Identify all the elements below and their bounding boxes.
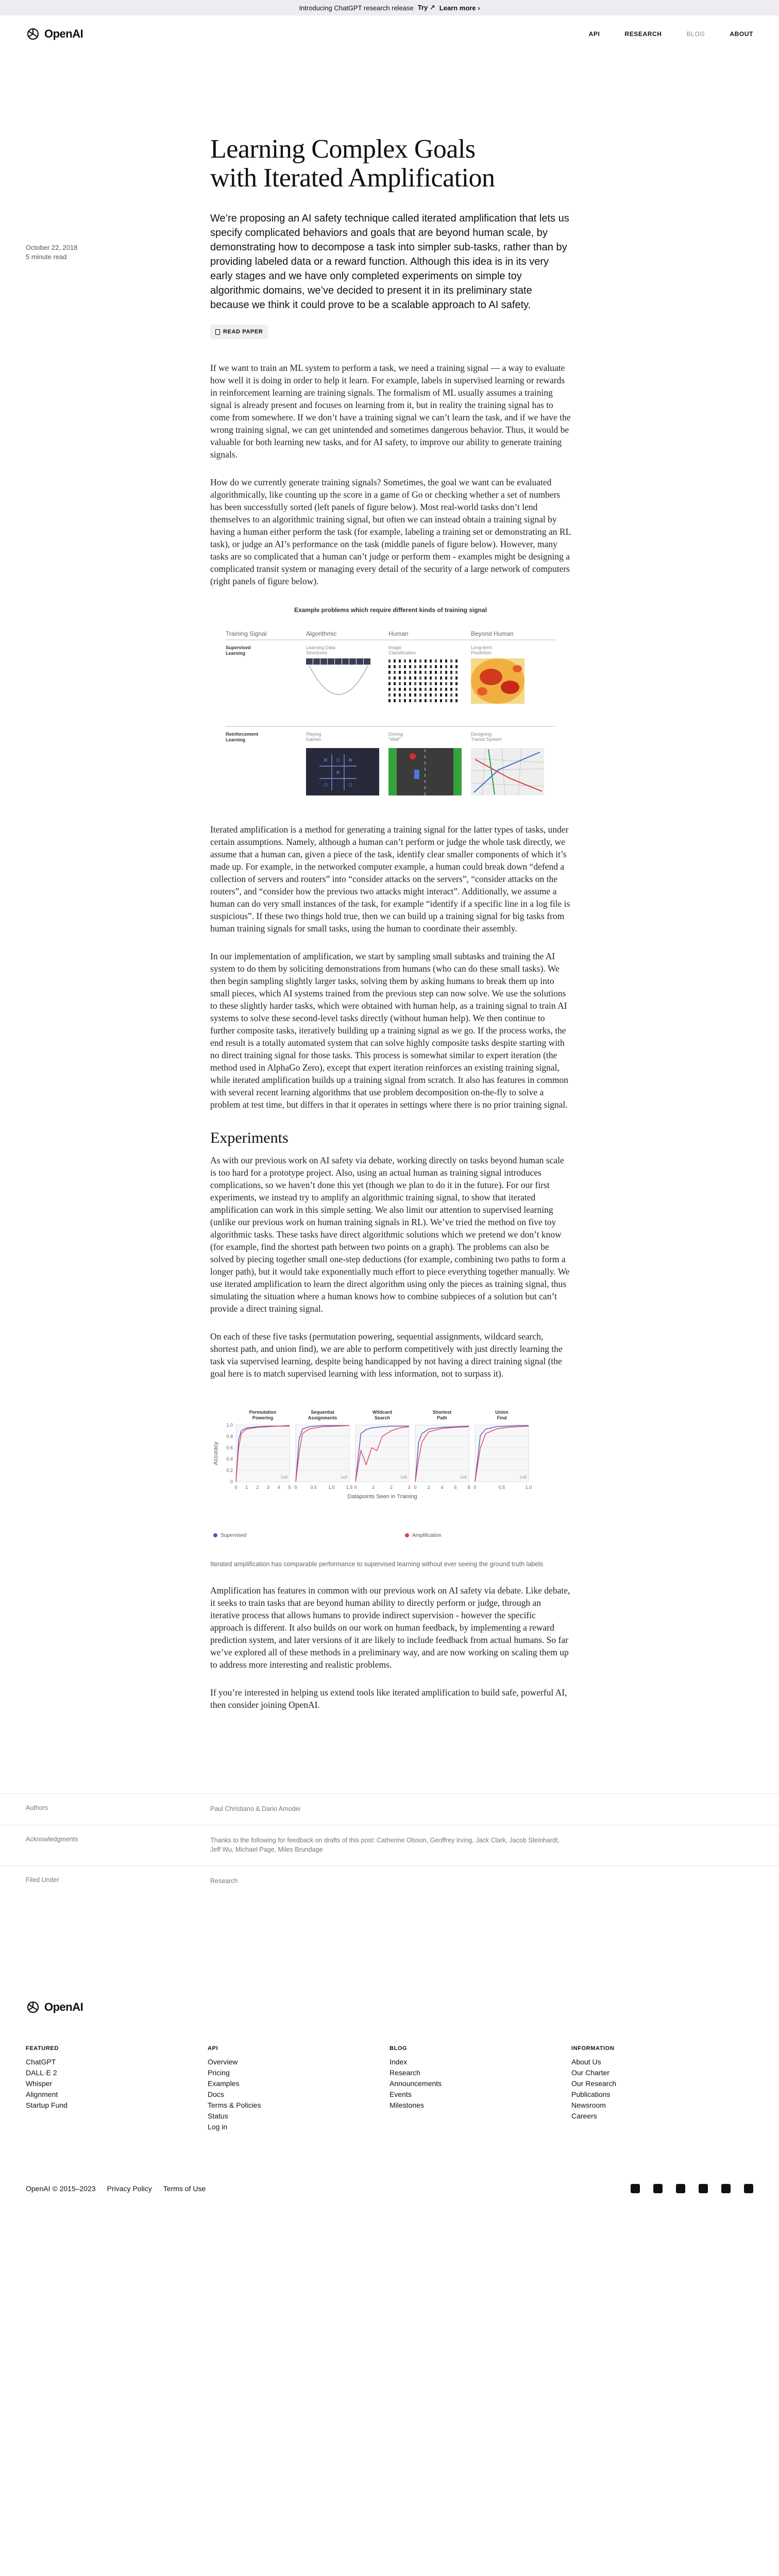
- svg-text:○: ○: [335, 756, 341, 765]
- col-header-algorithmic: Algorithmic: [306, 630, 337, 637]
- panel-title: Find: [497, 1415, 507, 1420]
- authors-label: Authors: [26, 1804, 48, 1811]
- footer-link[interactable]: Docs: [208, 2090, 224, 2098]
- authors-value[interactable]: Paul Christiano & Dario Amodei: [210, 1805, 301, 1812]
- long-term-prediction-thumbnail: [471, 658, 524, 704]
- read-paper-label: READ PAPER: [223, 329, 263, 335]
- x-tick-label: 0: [414, 1485, 417, 1490]
- x-tick-label: 5: [288, 1485, 291, 1490]
- footer-link[interactable]: Milestones: [390, 2101, 424, 2109]
- nav-link-research[interactable]: RESEARCH: [624, 30, 662, 38]
- footer-col-information: [571, 2045, 753, 2132]
- row-supervised-label-1: Supervised: [226, 645, 251, 650]
- footer-col-blog: [390, 2045, 571, 2132]
- figure-title: Example problems which require different kinds of training signal: [294, 606, 487, 614]
- x-tick-label: 2: [427, 1485, 430, 1490]
- paragraph-4: In our implementation of amplification, we start by sampling small subtasks and training the AI system to do them by soliciting demonstrations from humans (who can do these small tasks). We then begin sampling slightly larger tasks, solving them by asking humans to break them up into small pieces, which AI systems trained from the previous step can now solve. We use the solutions to these slightly harder tasks, which were obtained with human help, as a training signal to train AI systems to solve these second-level tasks directly (without human help). We then continue to further composite tasks, iteratively building up a training signal as we go. If the process works, the end result is a totally automated system that can solve highly composite tasks despite starting with no direct training signal for those tasks. This process is somewhat similar to expert iteration (the method used in AlphaGo Zero), except that expert iteration reinforces an existing training signal, while iterated amplification builds up a training signal from scratch. It also has features in common with several recent learning algorithms that use problem decomposition on-the-fly to solve a problem at test time, but differs in that it operates in settings where there is no prior training signal.: [210, 951, 568, 1110]
- x-axis-label: Datapoints Seen in Training: [347, 1494, 417, 1500]
- site-footer: [0, 2000, 779, 2209]
- footer-logo-text: OpenAI: [44, 2001, 83, 2013]
- filed-under-value[interactable]: Research: [210, 1877, 238, 1885]
- github-icon[interactable]: [676, 2184, 685, 2193]
- x-tick-label: 0: [354, 1485, 357, 1490]
- x-tick-label: 0: [294, 1485, 297, 1490]
- panel-title: Search: [374, 1415, 391, 1420]
- x-tick-label: 1.0: [525, 1485, 532, 1490]
- banner-learn-more-link[interactable]: Learn more ›: [439, 4, 480, 12]
- footer-link[interactable]: Whisper: [26, 2079, 53, 2088]
- footer-col-title: BLOG: [390, 2045, 408, 2052]
- terms-of-use-link[interactable]: Terms of Use: [163, 2184, 206, 2193]
- top-navigation: [0, 15, 779, 53]
- filed-under-label: Filed Under: [26, 1876, 59, 1884]
- panel-title: Union: [495, 1410, 509, 1415]
- article-title-line-2: with Iterated Amplification: [210, 163, 495, 193]
- cell-playing-1: Playing: [306, 732, 321, 737]
- copyright: OpenAI © 2015–2023: [26, 2184, 96, 2193]
- panel-title: Assignments: [308, 1415, 337, 1420]
- paragraph-1: If we want to train an ML system to perform a task, we need a training signal — a way to evaluate how well it is doing in order to help it learn. For example, labels in supervised learning or rewards in reinforcement learning are training signals. The formalism of ML usually assumes a training signal is already present and focuses on learning from it, but in reality the training signal has to come from somewhere. If we don’t have a training signal we can’t learn the task, and if we have the wrong training signal, we can get unintended and sometimes dangerous behavior. Thus, it would be valuable for both learning new tasks, and for AI safety, to improve our ability to generate training signals.: [210, 363, 571, 460]
- logo-text: OpenAI: [44, 27, 83, 40]
- footer-bottom: [26, 2184, 753, 2193]
- footer-link[interactable]: Events: [390, 2090, 412, 2098]
- chart-svg: [210, 1395, 571, 1550]
- article-title: [210, 135, 571, 193]
- post-date: October 22, 2018: [26, 244, 78, 251]
- legend-label-supervised: Supervised: [221, 1533, 247, 1538]
- authors-row: [0, 1794, 779, 1825]
- footer-link[interactable]: Overview: [208, 2058, 238, 2066]
- experiments-heading: Experiments: [210, 1129, 289, 1146]
- x-tick-label: 0.5: [310, 1485, 317, 1490]
- nav-link-api[interactable]: API: [588, 30, 600, 38]
- panel-title: Sequential: [311, 1410, 334, 1415]
- y-tick-label: 0.4: [226, 1456, 233, 1462]
- training-signal-figure: [210, 605, 571, 806]
- x-unit-label: 1e8: [519, 1475, 527, 1480]
- cell-learning-data-2: Structures: [306, 650, 328, 655]
- transit-map-thumbnail: [471, 748, 544, 795]
- x-tick-label: 0: [473, 1485, 477, 1490]
- x-unit-label: 1e8: [460, 1475, 467, 1480]
- image-classification-thumbnail: [388, 659, 458, 702]
- footer-link[interactable]: Our Research: [571, 2079, 617, 2088]
- col-header-beyond-human: Beyond Human: [471, 630, 514, 637]
- svg-text:○: ○: [348, 781, 353, 789]
- svg-text:×: ×: [323, 756, 328, 765]
- post-meta: [26, 243, 77, 262]
- cell-long-term-1: Long-term: [471, 645, 493, 650]
- footer-link[interactable]: Newsroom: [571, 2101, 606, 2109]
- x-tick-label: 1: [372, 1485, 375, 1490]
- footer-link[interactable]: About Us: [571, 2058, 601, 2066]
- paragraph-7: Amplification has features in common with our previous work on AI safety via debate. Like debate, it seeks to train tasks that are beyond human ability to directly perform or judge, through an iterative process that allows humans to provide indirect supervision - however the specific approach is different. It also builds on our work on human feedback, by implementing a reward prediction system, and later versions of it are likely to include feedback from actual humans. So far we’ve explored all of these methods in a preliminary way, and are now working on scaling them up to address more interesting and realistic problems.: [210, 1585, 570, 1670]
- y-tick-label: 0.6: [226, 1445, 233, 1450]
- panel-title: Shortest: [432, 1410, 452, 1415]
- svg-text:○: ○: [323, 781, 328, 789]
- svg-text:×: ×: [335, 768, 341, 777]
- footer-logo[interactable]: [26, 2000, 753, 2014]
- amplification-results-chart: [210, 1395, 571, 1569]
- footer-link[interactable]: Careers: [571, 2112, 597, 2120]
- cell-designing-1: Designing: [471, 732, 492, 737]
- footer-link[interactable]: Examples: [208, 2079, 240, 2088]
- paragraph-3: Iterated amplification is a method for generating a training signal for the latter types of tasks, under certain assumptions. Namely, although a human can’t perform or judge the whole task directly, we assume that a human can, given a piece of the task, identify clear smaller components of which it’s made up. For example, in the networked computer example, a human could break down “defend a collection of servers and routers” into “consider attacks on the servers”, “consider attacks on the routers”, and “consider how the previous two attacks might interact”. Additionally, we assume a human can do very small instances of the task, for example “identify if a specific line in a log file is suspicious”. If these two things hold true, then we can build up a training signal for big tasks from human training signals for small tasks, using the human to coordinate their assembly.: [210, 824, 570, 934]
- panel-background: [415, 1425, 469, 1482]
- legend-marker-amplification: [405, 1533, 409, 1537]
- x-tick-label: 6: [454, 1485, 457, 1490]
- social-links: [631, 2184, 753, 2193]
- cell-learning-data-1: Learning Data: [306, 645, 335, 650]
- footer-link[interactable]: Alignment: [26, 2090, 58, 2098]
- col-header-training-signal: Training Signal: [226, 630, 267, 637]
- footer-col-featured: [26, 2045, 208, 2132]
- cell-long-term-2: Prediction: [471, 650, 492, 655]
- banner-try-link[interactable]: Try ↗: [417, 4, 435, 11]
- x-tick-label: 1: [245, 1485, 248, 1490]
- x-tick-label: 1.0: [328, 1485, 335, 1490]
- nav-link-blog[interactable]: BLOG: [686, 30, 705, 38]
- footer-link[interactable]: Log in: [208, 2123, 228, 2131]
- panel-title: Permutation: [249, 1410, 277, 1415]
- youtube-icon[interactable]: [653, 2184, 663, 2193]
- banner-text: Introducing ChatGPT research release: [299, 4, 414, 12]
- acknowledgments-value: Thanks to the following for feedback on drafts of this post: Catherine Olsson, Geoffrey Irving, Jack Clark, Jacob Steinhardt, Jeff Wu, Michael Page, Miles Brundage: [210, 1837, 560, 1853]
- row-rl-label-2: Learning: [226, 737, 246, 742]
- document-icon: [215, 329, 220, 335]
- y-tick-label: 0.2: [226, 1468, 233, 1473]
- acknowledgments-row: [0, 1825, 779, 1866]
- article-intro: We’re proposing an AI safety technique called iterated amplification that lets us specify complicated behaviors and goals that are beyond human scale, by demonstrating how to decompose a task into simpler sub-tasks, rather than by providing labeled data or a reward function. Although this idea is in its very early stages and we have only completed experiments on simple toy algorithmic domains, we’ve decided to present it in its preliminary state because we think it could prove to be a scalable approach to AI safety.: [210, 213, 569, 311]
- x-tick-label: 1.5: [346, 1485, 353, 1490]
- panel-background: [475, 1425, 529, 1482]
- footer-col-title: FEATURED: [26, 2045, 59, 2052]
- cell-playing-2: Games: [306, 737, 321, 742]
- tic-tac-toe-thumbnail: [306, 748, 379, 795]
- footer-link[interactable]: Startup Fund: [26, 2101, 67, 2109]
- y-tick-label: 0: [230, 1479, 233, 1484]
- panel-background: [355, 1425, 409, 1482]
- footer-col-title: INFORMATION: [571, 2045, 615, 2052]
- footer-link[interactable]: ChatGPT: [26, 2058, 56, 2066]
- row-supervised-label-2: Learning: [226, 651, 246, 656]
- x-tick-label: 3: [266, 1485, 269, 1490]
- legend-marker-supervised: [213, 1533, 217, 1537]
- cell-image-class-1: Image: [388, 645, 402, 650]
- footer-link[interactable]: Publications: [571, 2090, 611, 2098]
- cell-driving-1: Driving: [388, 732, 403, 737]
- footer-link[interactable]: Index: [390, 2058, 408, 2066]
- post-meta-table: [0, 1793, 779, 1897]
- panel-title: Powering: [252, 1415, 274, 1420]
- panel-title: Wildcard: [372, 1410, 392, 1415]
- footer-link[interactable]: Our Charter: [571, 2069, 609, 2077]
- legend-label-amplification: Amplification: [412, 1533, 442, 1538]
- soundcloud-icon[interactable]: [699, 2184, 708, 2193]
- footer-col-api: [208, 2045, 390, 2132]
- x-unit-label: 1e8: [280, 1475, 287, 1480]
- panel-background: [296, 1425, 349, 1482]
- col-header-human: Human: [388, 630, 409, 637]
- panel-title: Path: [437, 1415, 447, 1420]
- footer-link[interactable]: DALL·E 2: [26, 2069, 57, 2077]
- nav-links: [589, 30, 753, 38]
- article-title-line-1: Learning Complex Goals: [210, 134, 476, 164]
- paragraph-8: If you’re interested in helping us extend tools like iterated amplification to build safe, powerful AI, then consider joining OpenAI.: [210, 1687, 567, 1710]
- x-unit-label: 1e8: [340, 1475, 347, 1480]
- cell-designing-2: Transit System: [471, 737, 502, 742]
- svg-text:×: ×: [348, 756, 353, 765]
- x-tick-label: 2: [256, 1485, 259, 1490]
- x-tick-label: 4: [441, 1485, 444, 1490]
- driving-thumbnail: [388, 748, 462, 795]
- instagram-icon[interactable]: [744, 2184, 753, 2193]
- footer-link[interactable]: Status: [208, 2112, 228, 2120]
- linkedin-icon[interactable]: [721, 2184, 731, 2193]
- footer-link[interactable]: Research: [390, 2069, 420, 2077]
- privacy-policy-link[interactable]: Privacy Policy: [107, 2184, 152, 2193]
- x-tick-label: 0: [234, 1485, 238, 1490]
- chart-caption: Iterated amplification has comparable performance to supervised learning without ever seeing the ground truth labels: [210, 1561, 544, 1568]
- footer-columns: [26, 2045, 753, 2132]
- panel-background: [236, 1425, 290, 1482]
- announcement-banner: [0, 0, 779, 15]
- post-read-time: 5 minute read: [26, 253, 67, 261]
- x-tick-label: 3: [408, 1485, 411, 1490]
- read-paper-button[interactable]: [210, 325, 268, 339]
- cell-image-class-2: Classification: [388, 650, 416, 655]
- footer-link[interactable]: Terms & Policies: [208, 2101, 261, 2109]
- openai-logo-icon: [26, 27, 40, 41]
- twitter-icon[interactable]: [631, 2184, 640, 2193]
- nav-link-about[interactable]: ABOUT: [730, 30, 753, 38]
- filed-under-row: [0, 1866, 779, 1897]
- openai-logo-icon: [26, 2000, 40, 2014]
- footer-link[interactable]: Announcements: [390, 2079, 442, 2088]
- x-tick-label: 2: [390, 1485, 393, 1490]
- acknowledgments-label: Acknowledgments: [26, 1836, 78, 1843]
- y-axis-label: Accuracy: [213, 1442, 219, 1465]
- openai-logo[interactable]: [26, 27, 83, 41]
- paragraph-5: As with our previous work on AI safety via debate, working directly on tasks beyond human scale is too hard for a prototype project. Also, using an actual human as training signal introduces complications, so we haven’t done this yet (though we plan to do it in the future). For our first experiments, we instead try to amplify an algorithmic training signal, to show that iterated amplification can work in this simple setting. We also limit our attention to supervised learning (unlike our previous work on human training signals in RL). We’ve tried the method on five toy algorithmic tasks. These tasks have direct algorithmic solutions which we pretend we don’t know (for example, find the shortest path between two points on a graph). The problems can also be solved by piecing together small one-step deductions (for example, combining two paths to form a longer path), but it would take exponentially much effort to piece everything together manually. We use iterated amplification to learn the direct algorithm using only the pieces as training signal, thus simulating the situation where a human knows how to combine subpieces of a solution but can’t provide a direct training signal.: [210, 1155, 570, 1314]
- data-structure-thumbnail: [306, 658, 370, 694]
- footer-col-title: API: [208, 2045, 218, 2052]
- footer-link[interactable]: Pricing: [208, 2069, 230, 2077]
- y-tick-label: 1.0: [226, 1422, 233, 1428]
- y-tick-label: 0.8: [226, 1434, 233, 1439]
- cell-driving-2: "Well": [388, 737, 401, 742]
- paragraph-6: On each of these five tasks (permutation powering, sequential assignments, wildcard search, shortest path, and union find), we are able to perform competitively with just directly learning the task via supervised learning, despite being handicapped by not having a direct training signal (the goal here is to match supervised learning with less information, not to surpass it).: [210, 1331, 563, 1379]
- paragraph-2: How do we currently generate training signals? Sometimes, the goal we want can be evaluated algorithmically, like counting up the score in a game of Go or checking whether a set of numbers has been successfully sorted (left panels of figure below). Most real-world tasks don’t lend themselves to an algorithmic training signal, but often we can instead obtain a training signal by having a human either perform the task (for example, labeling a training set or demonstrating an RL task), or judge an AI’s performance on the task (middle panels of figure below). However, many tasks are so complicated that a human can’t judge or perform them - examples might be designing a complicated transit system or managing every detail of the security of a large network of computers (right panels of figure below).: [210, 477, 571, 586]
- row-rl-label-1: Reinforcement: [226, 732, 259, 737]
- x-tick-label: 4: [277, 1485, 280, 1490]
- x-tick-label: 8: [467, 1485, 470, 1490]
- x-tick-label: 0.5: [498, 1485, 505, 1490]
- x-unit-label: 1e8: [400, 1475, 407, 1480]
